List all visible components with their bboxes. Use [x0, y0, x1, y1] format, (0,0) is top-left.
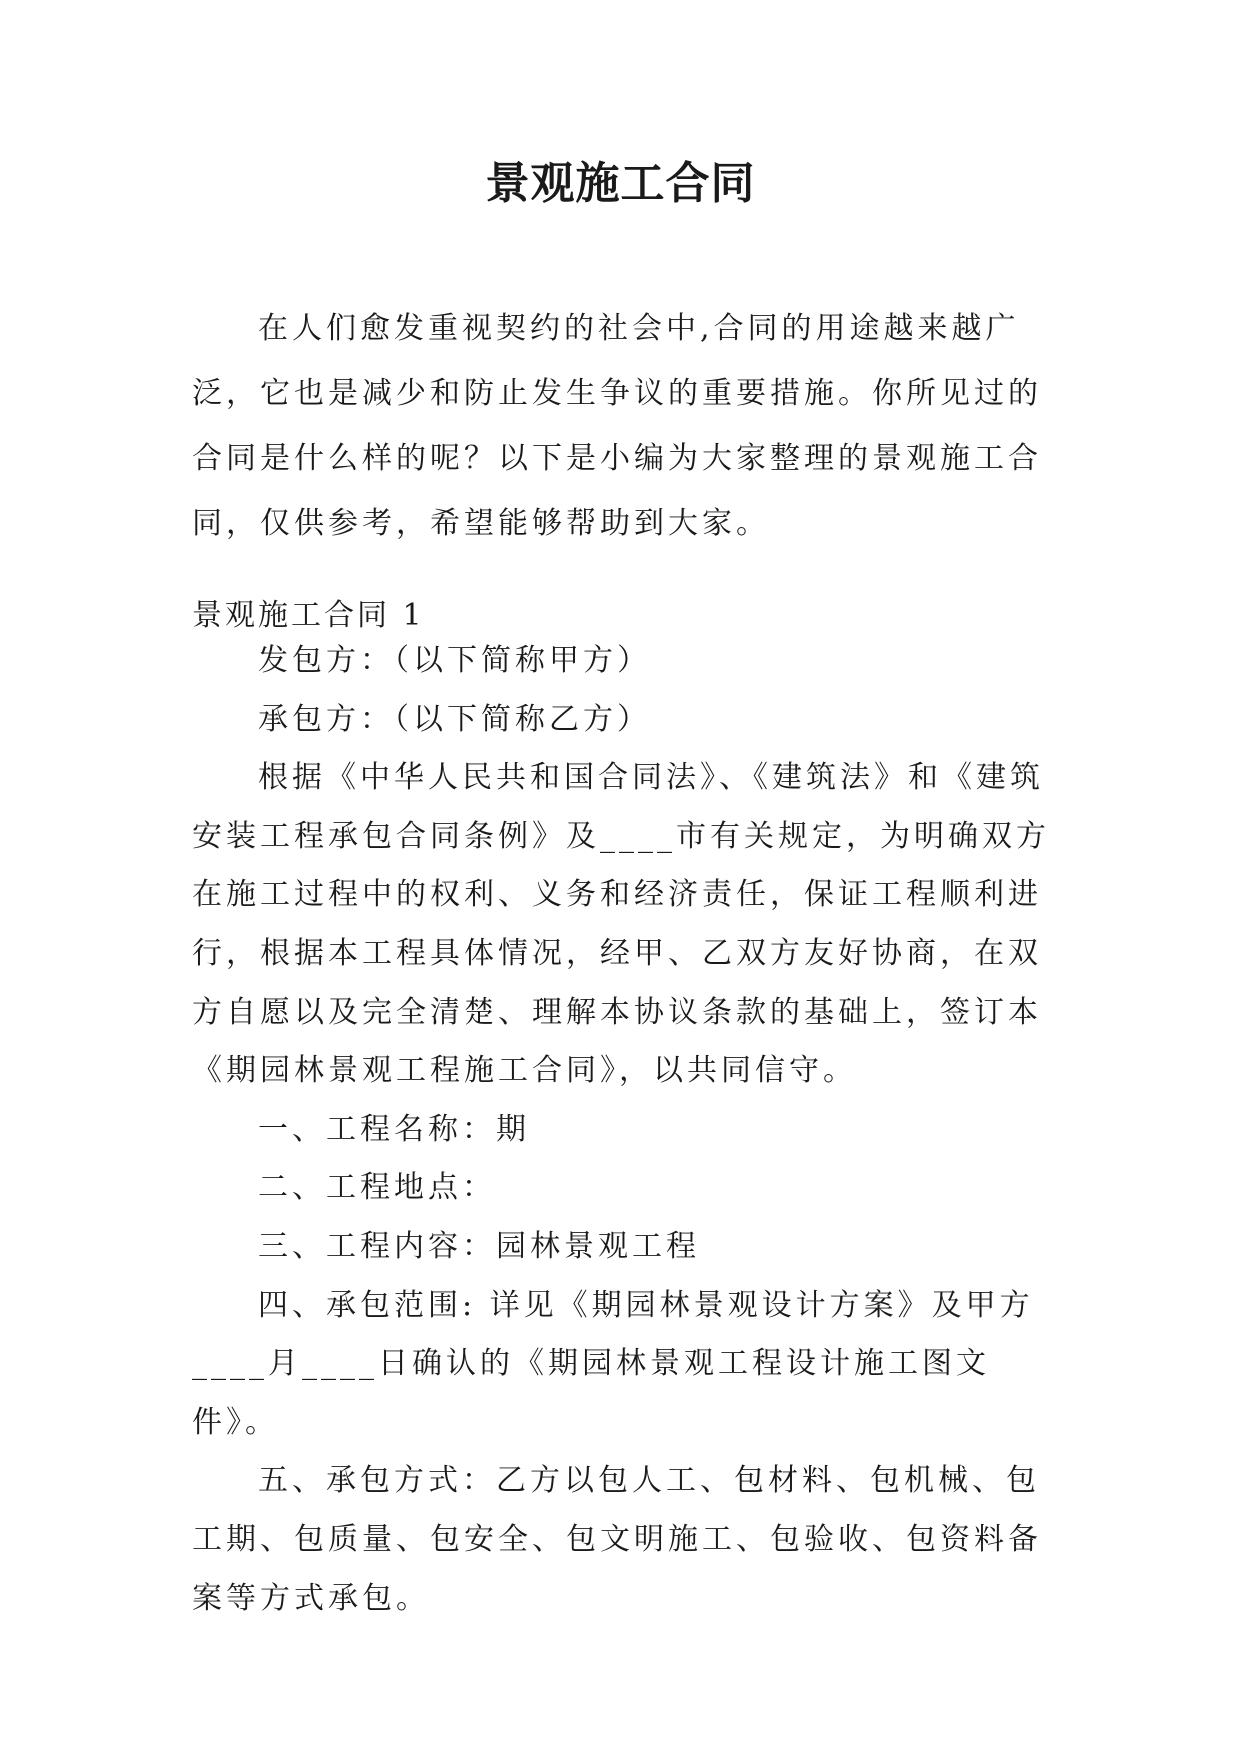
preamble-paragraph: 根据《中华人民共和国合同法》、《建筑法》和《建筑安装工程承包合同条例》及____市有关规定，为明确双方在施工过程中的权利、义务和经济责任，保证工程顺利进行，根据本工程具体情况，经甲、乙双方友好协商，在双方自愿以及完全清楚、理解本协议条款的基础上，签订本《期园林景观工程施工合同》，以共同信守。: [192, 760, 1050, 1089]
party-a-line: 发包方：（以下简称甲方）: [258, 643, 651, 678]
party-b-line: 承包方：（以下简称乙方）: [258, 701, 651, 737]
document-title: 景观施工合同: [485, 158, 756, 209]
clause-project-name: 一、工程名称：期: [258, 1111, 530, 1147]
clause-project-content: 三、工程内容：园林景观工程: [258, 1228, 700, 1264]
clause-contract-scope: 四、承包范围: 详见《期园林景观设计方案》及甲方____月____日确认的《期园林景观工程设计施工图文件》。: [192, 1287, 1034, 1440]
section-title: 景观施工合同 1: [192, 598, 425, 633]
clause-contract-method: 五、承包方式：乙方以包人工、包材料、包机械、包工期、包质量、包安全、包文明施工、包验收、包资料备案等方式承包。: [192, 1463, 1042, 1616]
contract-body: [192, 632, 1052, 1628]
clause-project-location: 二、工程地点：: [258, 1170, 496, 1206]
intro-paragraph: 在人们愈发重视契约的社会中,合同的用途越来越广泛，它也是减少和防止发生争议的重要措施。你所见过的合同是什么样的呢？以下是小编为大家整理的景观施工合同，仅供参考，希望能够帮助到大家。: [192, 311, 1042, 541]
